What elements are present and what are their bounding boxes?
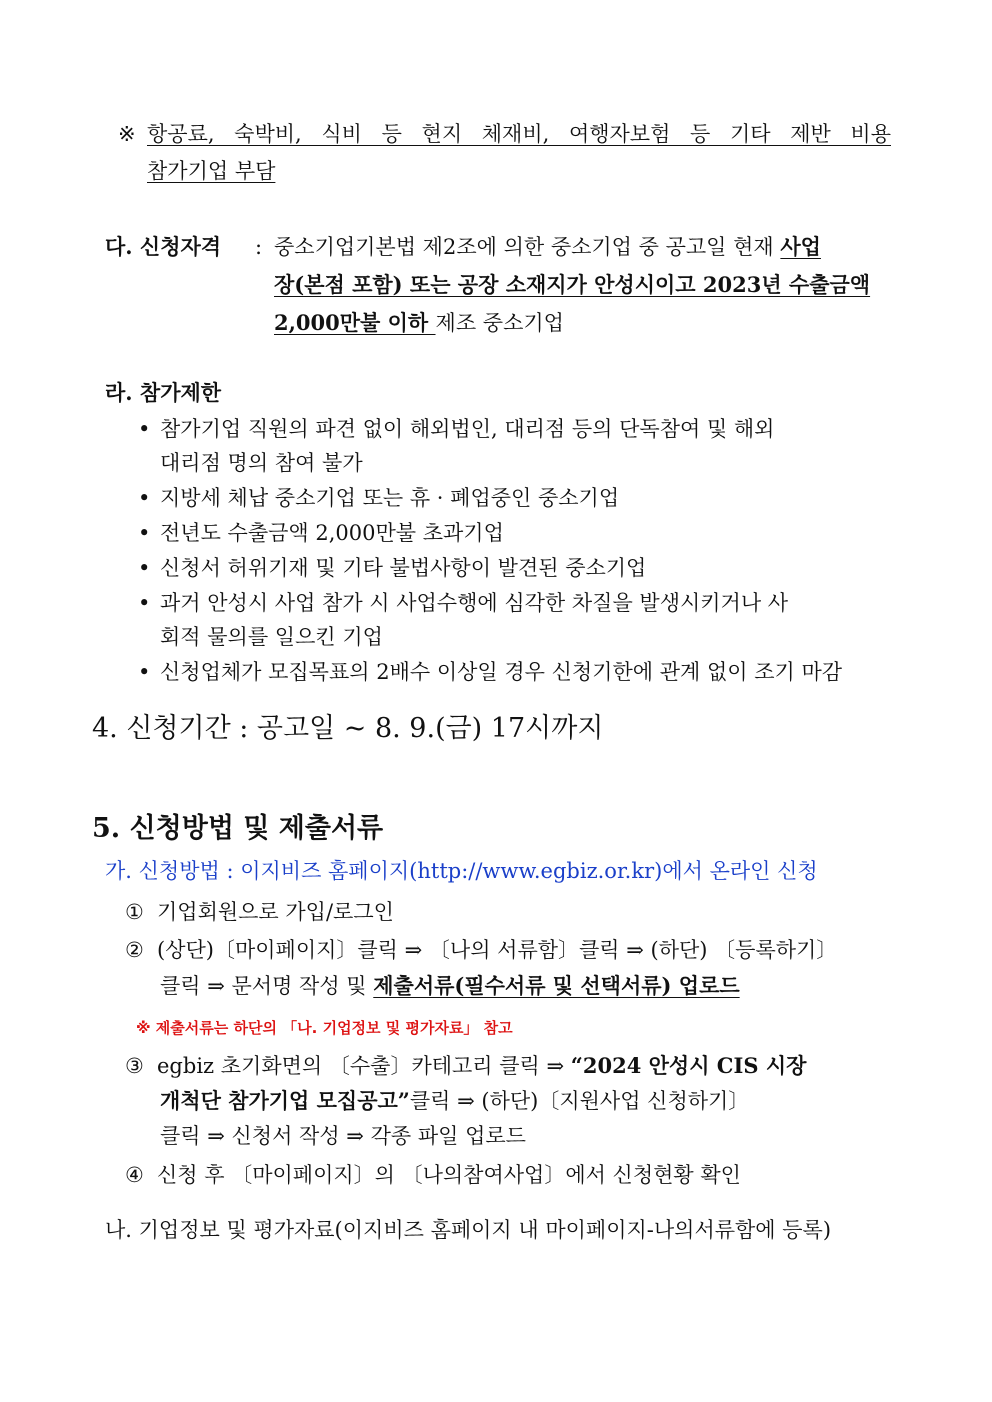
section4-title: 4. 신청기간 : 공고일 ~ 8. 9.(금) 17시까지: [92, 713, 604, 744]
bullet-icon: •: [138, 591, 151, 615]
restrictions-title: 라. 참가제한: [105, 380, 222, 405]
step-3-cont2: 클릭 ⇒ 신청서 작성 ⇒ 각종 파일 업로드: [160, 1124, 526, 1148]
bullet-icon: •: [138, 486, 151, 510]
note-costs-line2: 참가기업 부담: [147, 159, 276, 183]
bullet-icon: •: [138, 660, 151, 684]
red-note: ※ 제출서류는 하단의 「나. 기업정보 및 평가자료」 참고: [136, 1019, 513, 1037]
step-number: ④: [125, 1163, 144, 1187]
qualification-colon: :: [255, 235, 263, 259]
section5-title: 5. 신청방법 및 제출서류: [92, 813, 384, 844]
step-number: ②: [125, 938, 144, 962]
section5-subtitle: 가. 신청방법 : 이지비즈 홈페이지(http://www.egbiz.or.kr)에서 온라인 신청: [105, 859, 818, 883]
bullet-icon: •: [138, 556, 151, 580]
note-mark: ※: [118, 122, 136, 146]
list-item: • 지방세 체납 중소기업 또는 휴 · 폐업중인 중소기업: [138, 486, 620, 510]
step-number: ③: [125, 1054, 144, 1078]
list-item: • 참가기업 직원의 파견 없이 해외법인, 대리점 등의 단독참여 및 해외: [138, 417, 775, 441]
section5-sub-b: 나. 기업정보 및 평가자료(이지비즈 홈페이지 내 마이페이지-나의서류함에 등록): [105, 1218, 832, 1242]
step-2: ② (상단)〔마이페이지〕클릭 ⇒ 〔나의 서류함〕클릭 ⇒ (하단) 〔등록하기〕: [125, 938, 838, 962]
step-2-cont: 클릭 ⇒ 문서명 작성 및 제출서류(필수서류 및 선택서류) 업로드: [160, 973, 740, 998]
note-costs-line1: 항공료, 숙박비, 식비 등 현지 체재비, 여행자보험 등 기타 제반 비용: [147, 122, 891, 146]
qualification-line1-bold: 사업: [780, 234, 821, 259]
bullet-icon: •: [138, 417, 151, 441]
qualification-line3: [274, 309, 564, 337]
bullet-icon: •: [138, 521, 151, 545]
qualification-line3-plain: 제조 중소기업: [435, 311, 564, 335]
qualification-line2: 장(본점 포함) 또는 공장 소재지가 안성시이고 2023년 수출금액: [274, 272, 871, 297]
list-item-cont: 대리점 명의 참여 불가: [160, 451, 363, 475]
qualification-line1: [274, 233, 892, 261]
step-number: ①: [125, 900, 144, 924]
list-item: • 신청서 허위기재 및 기타 불법사항이 발견된 중소기업: [138, 556, 647, 580]
qualification-line3-bold: 2,000만불 이하: [274, 310, 436, 335]
list-item: • 전년도 수출금액 2,000만불 초과기업: [138, 521, 504, 545]
step-3-cont: 개척단 참가기업 모집공고”클릭 ⇒ (하단)〔지원사업 신청하기〕: [160, 1088, 750, 1113]
qualification-label: 다. 신청자격: [105, 234, 222, 259]
list-item: • 과거 안성시 사업 참가 시 사업수행에 심각한 차질을 발생시키거나 사: [138, 591, 789, 615]
step-4: ④ 신청 후 〔마이페이지〕의 〔나의참여사업〕에서 신청현황 확인: [125, 1163, 741, 1187]
list-item-cont: 회적 물의를 일으킨 기업: [160, 625, 383, 649]
list-item: • 신청업체가 모집목표의 2배수 이상일 경우 신청기한에 관계 없이 조기 마감: [138, 660, 843, 684]
qualification-line1-plain: 중소기업기본법 제2조에 의한 중소기업 중 공고일 현재: [274, 235, 781, 259]
step-3: ③ egbiz 초기화면의 〔수출〕카테고리 클릭 ⇒ “2024 안성시 CIS 시장: [125, 1053, 807, 1078]
step-1: ① 기업회원으로 가입/로그인: [125, 900, 394, 924]
